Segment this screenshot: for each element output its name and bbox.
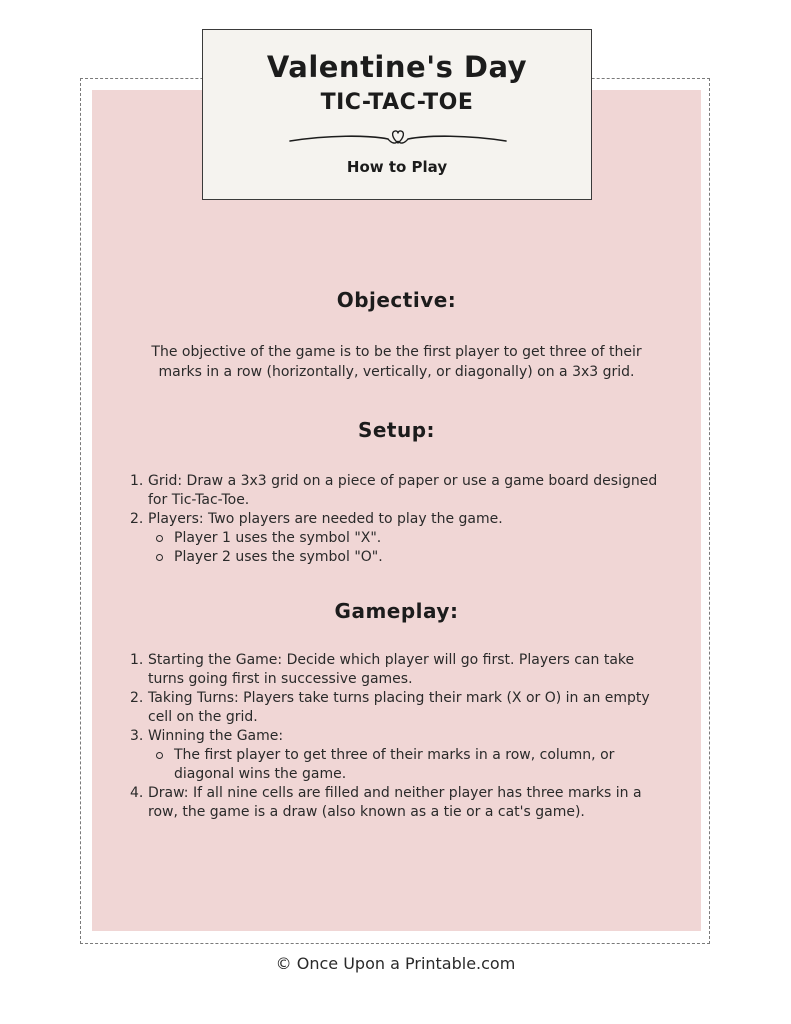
list-item-text: Grid: Draw a 3x3 grid on a piece of paper or use a game board designed for Tic-Tac-Toe. (148, 473, 658, 508)
sub-list-item-text: Player 2 uses the symbol "O". (174, 549, 383, 565)
page-title: Valentine's Day (266, 50, 528, 84)
list-item (92, 651, 701, 689)
list-number: 2. (130, 690, 144, 706)
hollow-circle-bullet-icon (156, 535, 163, 542)
list-item-text: Winning the Game: (148, 728, 284, 744)
gameplay-list (92, 651, 701, 822)
list-item (92, 472, 701, 510)
copyright-footer: © Once Upon a Printable.com (275, 954, 516, 973)
sub-list (148, 746, 661, 784)
setup-heading: Setup: (357, 418, 436, 442)
list-item (92, 689, 701, 727)
title-card (202, 29, 592, 200)
list-item-text: Draw: If all nine cells are filled and neither player has three marks in a row, the game is a draw (also known as a tie or a cat's game). (148, 785, 642, 820)
sub-list-item-text: The first player to get three of their marks in a row, column, or diagonal wins the game. (174, 747, 615, 782)
sub-list-item (148, 746, 661, 784)
sub-list-item-text: Player 1 uses the symbol "X". (174, 530, 382, 546)
instructions-content (92, 280, 701, 822)
list-number: 2. (130, 511, 144, 527)
sub-list (148, 529, 661, 567)
gameplay-heading: Gameplay: (334, 599, 459, 623)
objective-heading: Objective: (336, 288, 457, 312)
list-number: 1. (130, 473, 144, 489)
heart-flourish-icon (288, 126, 508, 152)
sub-list-item (148, 548, 661, 567)
list-number: 3. (130, 728, 144, 744)
objective-text: The objective of the game is to be the first player to get three of their marks in a row (horizontally, vertically, or diagonally) on a 3x3 grid. (151, 344, 642, 380)
list-item-text: Starting the Game: Decide which player will go first. Players can take turns going first in successive games. (148, 652, 635, 687)
list-item-text: Taking Turns: Players take turns placing their mark (X or O) in an empty cell on the grid. (148, 690, 650, 725)
setup-list (92, 472, 701, 567)
hollow-circle-bullet-icon (156, 752, 163, 759)
list-item (92, 727, 701, 784)
list-item (92, 784, 701, 822)
list-number: 4. (130, 785, 144, 801)
hollow-circle-bullet-icon (156, 554, 163, 561)
list-item-text: Players: Two players are needed to play the game. (148, 511, 503, 527)
how-to-play-label: How to Play (346, 158, 448, 176)
list-item (92, 510, 701, 567)
sub-list-item (148, 529, 661, 548)
list-number: 1. (130, 652, 144, 668)
page-subtitle: TIC-TAC-TOE (320, 90, 474, 115)
